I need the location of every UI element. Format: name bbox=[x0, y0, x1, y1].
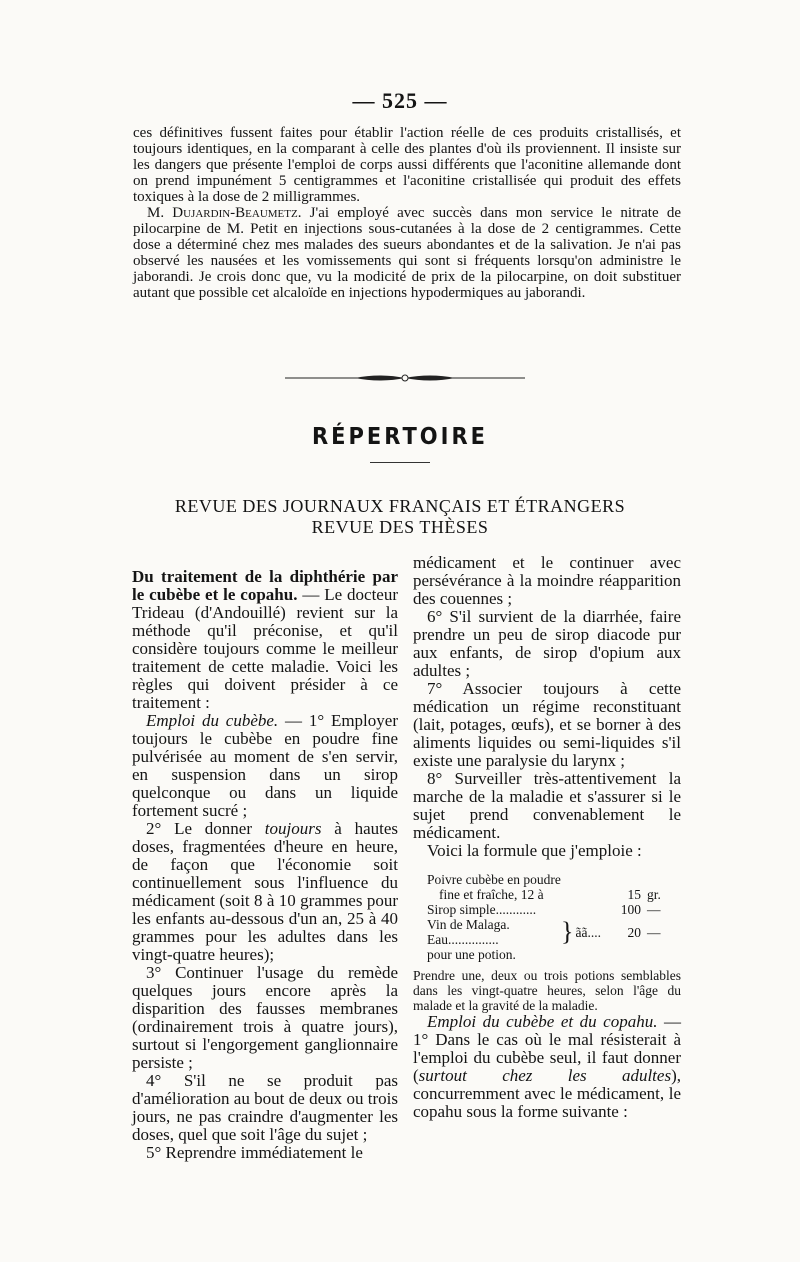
ingredient: Sirop simple............ bbox=[427, 902, 537, 917]
rule-text: — 1° Employer toujours le cubèbe en poudre fine pulvérisée au moment de s'en servir, en suspension dans un sirop quelconque ou dans un liquide fortement sucré ; bbox=[132, 711, 398, 820]
paragraph bbox=[133, 205, 681, 301]
rule-text: à hautes doses, fragmentées d'heure en heure, de façon que l'économie soit continuellement sous l'influence du médicament (soit 8 à 10 grammes pour les enfants au-dessous d'un an, 25 à 40 grammes pour les adultes dans les vingt-quatre heures); bbox=[132, 819, 399, 964]
unit: — bbox=[647, 902, 661, 917]
rule-3: 3° Continuer l'usage du remède quelques jours encore après la disparition des fausses membranes (ordinairement trois à quatre jours), surtout si l'engorgement ganglionnaire persiste ; bbox=[132, 963, 398, 1072]
dosage-note: Prendre une, deux ou trois potions semblables dans les vingt-quatre heures, selon l'âge du malade et la gravité de la maladie. bbox=[413, 968, 681, 1013]
subheading: Emploi du cubèbe. bbox=[146, 711, 279, 730]
rule-text: 2° Le donner bbox=[146, 819, 265, 838]
formula-line-group bbox=[427, 917, 681, 947]
emphasis: toujours bbox=[264, 819, 322, 838]
prescription-formula bbox=[427, 872, 681, 962]
rule-8: 8° Surveiller très-attentivement la marche de la maladie et s'assurer si le sujet prend convenablement le médicament. bbox=[413, 769, 681, 842]
ingredient: Poivre cubèbe en poudre bbox=[427, 872, 561, 887]
rule-2 bbox=[132, 820, 398, 964]
formula-line bbox=[427, 887, 681, 902]
ingredient: Eau............... bbox=[427, 932, 499, 947]
article-heading: Du traitement de la diphthérie par le cubèbe et le copahu. bbox=[132, 567, 398, 604]
speaker-text: J'ai employé avec succès dans mon service le nitrate de pilocarpine de M. Petit en injections sous-cutanées à la dose de 2 centigrammes. Cette dose a déterminé chez mes malades des sueurs abondantes et de la salivation. Je n'ai pas observé les nausées et les vomissements qui sont si fréquents lorsqu'on administre le jaborandi. Je crois donc que, vu la modicité de prix de la pilocarpine, on doit substituer autant que possible cet alcaloïde en injections hypodermiques au jaborandi. bbox=[133, 205, 681, 301]
formula-line bbox=[427, 872, 681, 887]
rule-5-start: 5° Reprendre immédiatement le bbox=[146, 1143, 363, 1162]
speaker-name: M. Dujardin-Beaumetz. bbox=[147, 205, 302, 221]
continued-text bbox=[133, 125, 681, 301]
emploi-paragraph bbox=[413, 1013, 681, 1121]
right-column bbox=[413, 554, 681, 1121]
article-intro bbox=[132, 568, 398, 712]
section-subtitle: REVUE DES THÈSES bbox=[311, 517, 489, 537]
subheading: Emploi du cubèbe et du copahu. bbox=[427, 1012, 658, 1031]
quantity: 20 bbox=[627, 924, 641, 940]
quantity: 15 bbox=[627, 887, 641, 902]
intro-text: — Le docteur Trideau (d'Andouillé) revient sur la méthode qu'il préconise, et qu'il considère toujours comme le meilleur traitement de cette maladie. Voici les règles qui doivent présider à ce traitement : bbox=[132, 585, 399, 712]
divider bbox=[370, 462, 430, 463]
emphasis: surtout chez les adultes bbox=[418, 1066, 672, 1085]
page-number: — 525 — bbox=[352, 88, 448, 113]
formula-line bbox=[427, 902, 681, 917]
quantity: 100 bbox=[620, 902, 641, 917]
section-title: RÉPERTOIRE bbox=[312, 422, 488, 450]
paragraph: ces définitives fussent faites pour établir l'action réelle de ces produits cristallisés, et toujours identiques, en la comparant à celle des plantes d'où ils proviennent. Il insiste sur les dangers que présente l'emploi de corps aussi différents que l'aconitine allemande dont on prend impunément 5 centigrammes et l'aconitine cristallisée qui produit des effets toxiques à la dose de 2 milligrammes. bbox=[133, 125, 681, 205]
rule-6: 6° S'il survient de la diarrhée, faire prendre un peu de sirop diacode pur aux enfants, de sirop d'opium aux adultes ; bbox=[413, 607, 681, 680]
rule-text: ), concurremment avec le médicament, le copahu sous la forme suivante : bbox=[413, 1066, 681, 1121]
brace: } bbox=[561, 917, 574, 946]
ornament-divider bbox=[285, 372, 525, 384]
rule-text: — 1° Dans le cas où le mal résisterait à l'emploi du cubèbe seul, il faut donner ( bbox=[413, 1012, 681, 1085]
rule-1 bbox=[132, 712, 398, 820]
ingredient: Vin de Malaga. bbox=[427, 917, 510, 932]
rule-5-cont: médicament et le continuer avec persévérance à la moindre réapparition des couennes ; bbox=[413, 553, 681, 608]
unit: — bbox=[647, 924, 661, 940]
rule-7: 7° Associer toujours à cette médication un régime reconstituant (lait, potages, œufs), et se borner à des aliments liquides ou semi-liquides s'il existe une paralysie du larynx ; bbox=[413, 679, 681, 770]
formula-footer: pour une potion. bbox=[427, 947, 516, 962]
unit: gr. bbox=[647, 887, 661, 902]
abbreviation: ãã.... bbox=[575, 924, 601, 940]
section-subtitle: REVUE DES JOURNAUX FRANÇAIS ET ÉTRANGERS bbox=[174, 496, 626, 516]
ingredient: fine et fraîche, 12 à bbox=[439, 887, 544, 902]
left-column bbox=[132, 568, 398, 1162]
ingredient-group bbox=[427, 917, 559, 947]
formula-intro: Voici la formule que j'emploie : bbox=[427, 841, 642, 860]
rule-4: 4° S'il ne se produit pas d'amélioration au bout de deux ou trois jours, ne pas craindre d'augmenter les doses, quel que soit l'âge du sujet ; bbox=[132, 1071, 398, 1144]
